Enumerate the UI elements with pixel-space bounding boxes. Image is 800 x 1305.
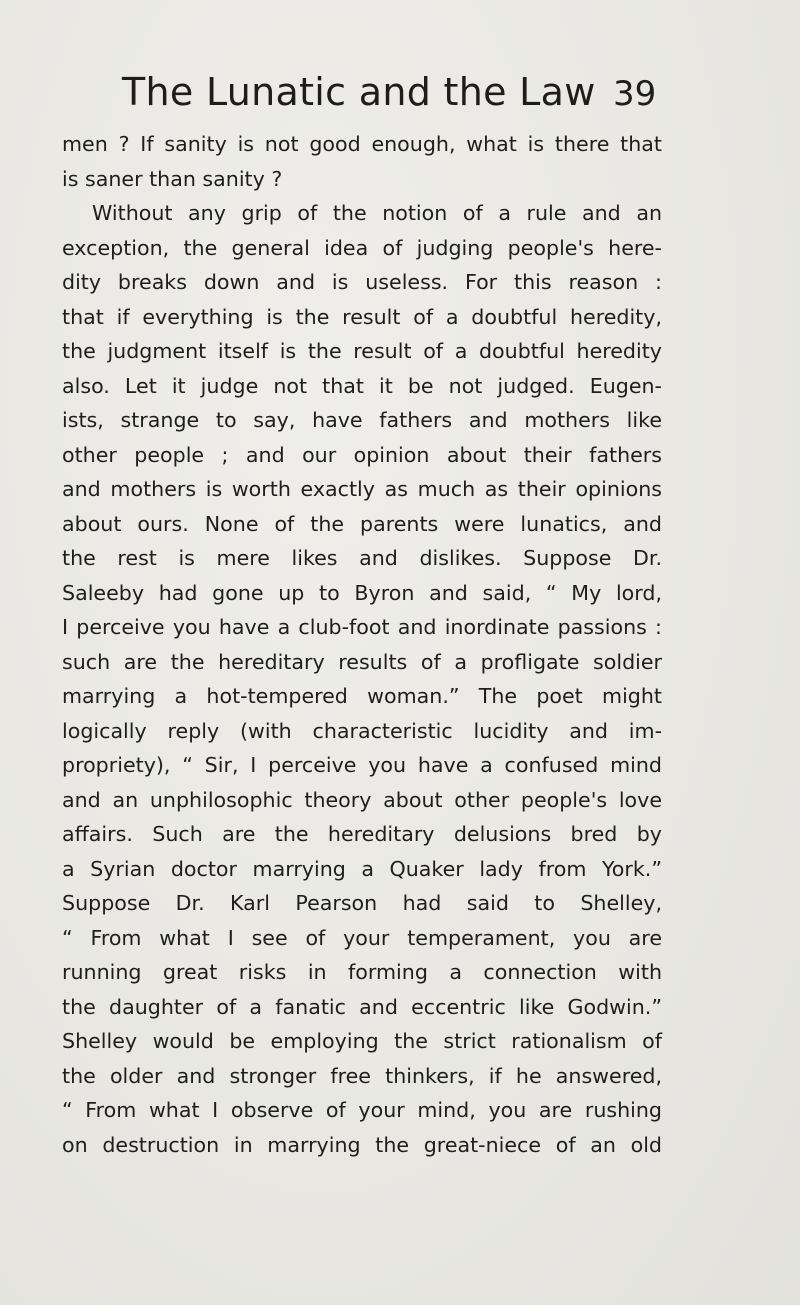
- text-line: men ? If sanity is not good enough, what is there that: [62, 132, 662, 156]
- page-number: 39: [613, 74, 657, 114]
- text-line: and an unphilosophic theory about other people's love: [62, 787, 662, 812]
- text-line: affairs. Such are the hereditary delusions bred by: [62, 822, 662, 846]
- text-line: dity breaks down and is useless. For this reason :: [62, 270, 662, 294]
- text-line: Saleeby had gone up to Byron and said, “ My lord,: [62, 580, 662, 605]
- text-line: “ From what I observe of your mind, you are rushing: [62, 1098, 662, 1122]
- text-line: about ours. None of the parents were lunatics, and: [62, 511, 662, 536]
- text-line: Without any grip of the notion of a rule and an: [92, 201, 662, 225]
- text-line: the daughter of a fanatic and eccentric like Godwin.”: [62, 994, 662, 1019]
- text-line: the older and stronger free thinkers, if he answered,: [62, 1063, 662, 1088]
- running-title: The Lunatic and the Law: [122, 70, 596, 114]
- text-line: exception, the general idea of judging people's here-: [62, 235, 662, 260]
- text-line: propriety), “ Sir, I perceive you have a confused mind: [62, 753, 662, 777]
- text-line: ists, strange to say, have fathers and mothers like: [62, 408, 662, 432]
- text-line: logically reply (with characteristic lucidity and im-: [62, 718, 662, 743]
- text-line: Shelley would be employing the strict rationalism of: [62, 1029, 662, 1053]
- text-line: I perceive you have a club-foot and inordinate passions :: [62, 615, 662, 639]
- text-line: running great risks in forming a connection with: [62, 960, 662, 984]
- text-line: marrying a hot-tempered woman.” The poet might: [62, 684, 662, 708]
- text-line: that if everything is the result of a doubtful heredity,: [62, 304, 662, 329]
- text-line: is saner than sanity ?: [62, 166, 283, 191]
- page-header: [0, 70, 800, 122]
- text-line: the rest is mere likes and dislikes. Suppose Dr.: [62, 546, 662, 570]
- body-text: [62, 127, 662, 1162]
- text-line: such are the hereditary results of a profligate soldier: [62, 649, 662, 674]
- text-line: other people ; and our opinion about their fathers: [62, 442, 662, 467]
- text-line: “ From what I see of your temperament, you are: [62, 925, 662, 950]
- text-line: and mothers is worth exactly as much as their opinions: [62, 477, 662, 501]
- text-line: also. Let it judge not that it be not judged. Eugen-: [62, 373, 662, 398]
- text-line: Suppose Dr. Karl Pearson had said to Shelley,: [62, 891, 662, 915]
- text-line: a Syrian doctor marrying a Quaker lady from York.”: [62, 856, 662, 881]
- text-line: on destruction in marrying the great-niece of an old: [62, 1132, 662, 1157]
- text-line: the judgment itself is the result of a doubtful heredity: [62, 339, 662, 363]
